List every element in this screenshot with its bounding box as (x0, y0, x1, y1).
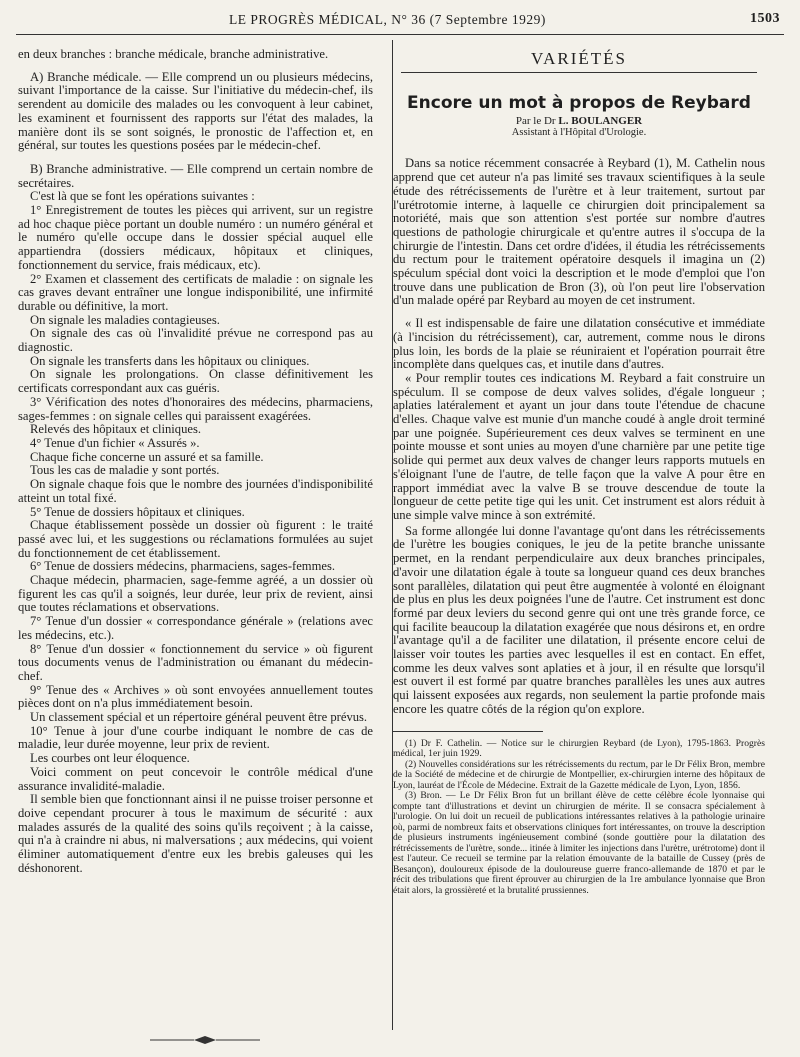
paragraph: 4° Tenue d'un fichier « Assurés ». (30, 435, 200, 450)
section-heading: VARIÉTÉS (531, 49, 627, 68)
paragraph: 5° Tenue de dossiers hôpitaux et cliniques. (30, 504, 245, 519)
header-rule (16, 34, 784, 35)
footnotes (393, 739, 765, 897)
author-affiliation: Assistant à l'Hôpital d'Urologie. (511, 127, 647, 139)
paragraph: Les courbes ont leur éloquence. (30, 751, 190, 766)
paragraph: Chaque fiche concerne un assuré et sa famille. (30, 449, 264, 464)
article-title: Encore un mot à propos de Reybard (407, 92, 751, 113)
end-ornament (150, 1035, 260, 1045)
paragraph: « Pour remplir toutes ces indications M. Reybard a fait construire un spéculum. Il se compose de deux valves solides, d'égale longueur ; aplaties latéralement et ayant un jour dans toute l'étendue de chacune d'elles. Chaque valve est munie d'un manche coudé à angle droit terminé par une poignée. Supérieurement ces deux valves se terminent en une pointe mousse et sont unies au moyen d'une charnière par une petite tige solide qui permet aux deux valves de changer leurs rapports mutuels en s'éloignant l'une de l'autre, de telle façon que la valve A pour être en rapport immédiat avec la valve B se trouve descendue de toute la longueur de cette petite tige qui les unit. Cet instrument est alors réduit à une simple valve mince à son extrémité. (393, 370, 765, 522)
paragraph: 9° Tenue des « Archives » où sont envoyées annuellement toutes pièces dont on n'a plus immédiatement besoin. (18, 682, 373, 711)
page-number: 1503 (750, 11, 780, 26)
right-column (393, 50, 765, 896)
paragraph: C'est là que se font les opérations suivantes : (30, 189, 255, 204)
paragraph: Il semble bien que fonctionnant ainsi il ne puisse troiser personne et doive cependant procurer à tous le maximum de sécurité : aux malades assurés de la qualité des soins qu'ils reçoivent ; à la caisse, qui n'a à craindre ni abus, ni malversations ; aux médecins, qui voient éliminer automatiquement d'entre eux les brebis galeuses qui les déshonorent. (18, 792, 373, 875)
section-rule (401, 72, 757, 73)
paragraph: en deux branches : branche médicale, branche administrative. (18, 47, 329, 61)
paragraph: Dans sa notice récemment consacrée à Reybard (1), M. Cathelin nous apprend que cet auteur n'a pas limité ses travaux scientifiques à la seule étude des rétrécissements de l'urètre et à leur traitement, surtout par l'urétrotomie interne, à laquelle ce chirurgien doit principalement sa notoriété, mais que son attention s'est portée sur nombre d'autres questions de pathologie chirurgicale et qu'entre autres il s'occupa de la chirurgie de l'intestin. Dans cet ordre d'idées, il étudia les rétrécissements du rectum pour le traitement opératoire desquels il imagina un (2) spéculum spécial dont voici la description et le mode d'emploi que l'on trouve dans une publication de Bron (3), où l'on peut lire l'observation d'un malade opéré par Reybard au moyen de cet instrument. (393, 156, 765, 308)
byline (393, 115, 765, 127)
footnote: (2) Nouvelles considérations sur les rétrécissements du rectum, par le Dr Félix Bron, membre de la Société de médecine et de chirurgie de Montpellier, ex-chirurgien interne des hôpitaux de Lyon, lauréat de l'École de Médecine. Extrait de la Gazette médicale de Lyon, Lyon, 1856. (393, 758, 765, 791)
paragraph: Chaque médecin, pharmacien, sage-femme agréé, a un dossier où figurent les cas qu'il a soignés, leur durée, leur prix de revient, ainsi que toutes réclamations et observations. (18, 573, 373, 615)
byline-prefix: Par le Dr (515, 115, 556, 128)
paragraph: Chaque établissement possède un dossier où figurent : le traité passé avec lui, et les suggestions ou réclamations formulées au sujet du fonctionnement de cet établissement. (18, 518, 373, 560)
paragraph: On signale les maladies contagieuses. (30, 312, 220, 327)
footnote-rule (393, 731, 543, 732)
paragraph: 3° Vérification des notes d'honoraires des médecins, pharmaciens, sages-femmes : on signale celles qui paraissent exagérées. (18, 394, 373, 423)
paragraph: 10° Tenue à jour d'une courbe indiquant le nombre de cas de maladie, leur durée moyenne, leur prix de revient. (18, 723, 373, 752)
paragraph: Sa forme allongée lui donne l'avantage qu'ont dans les rétrécissements de l'urètre les bougies coniques, le jeu de la petite branche unissante permet, en la rendant perpendiculaire aux deux branches principales, d'avoir une dilatation égale à toute sa longueur quand ces deux branches sont parallèles, dilatation qui peut être augmentée à volonté en éloignant de plus en plus les deux poignées l'une de l'autre. Cet instrument est donc formé par deux leviers du second genre qui ont une très grande force, ce qui facilite beaucoup la dilatation exagérée que nous désirons et, en ordre l'avantage qu'il a de faciliter une dilatation, il présente encore celui de laisser voir toutes les parties avec lesquelles il est en contact. En effet, comme les deux valves sont aplaties et à jour, il en résulte que lorsqu'il est ouvert il est formé par quatre branches parallèles les unes aux autres qui laissent exposées aux regards, non seulement la partie profonde mais encore les quatre côtés de la région qu'on explore. (393, 523, 765, 716)
paragraph: 7° Tenue d'un dossier « correspondance générale » (relations avec les médecins, etc.). (18, 614, 373, 642)
author-name: L. BOULANGER (558, 115, 643, 128)
paragraph: B) Branche administrative. — Elle comprend un certain nombre de secrétaires. (18, 161, 373, 190)
paragraph: Un classement spécial et un répertoire général peuvent être prévus. (30, 710, 368, 725)
paragraph: 2° Examen et classement des certificats de maladie : on signale les cas graves devant entraîner une longue indisponibilité, une infirmité durable ou définitive, la mort. (18, 271, 373, 313)
paragraph: 6° Tenue de dossiers médecins, pharmaciens, sages-femmes. (30, 559, 336, 574)
footnote: (1) Dr F. Cathelin. — Notice sur le chirurgien Reybard (de Lyon), 1795-1863. Progrès médical, 1er juin 1929. (393, 737, 765, 760)
paragraph: On signale les transferts dans les hôpitaux ou cliniques. (30, 353, 310, 368)
paragraph: 1° Enregistrement de toutes les pièces qui arrivent, sur un registre ad hoc chaque pièce portant un double numéro : un numéro général et le numéro qu'elle occupe dans le dossier spécial auquel elle appartiendra (dossiers médicaux, hôpitaux et cliniques, fonctionnement du service, frais médicaux, etc). (18, 203, 373, 272)
left-column (18, 48, 373, 875)
paragraph: 8° Tenue d'un dossier « fonctionnement du service » où figurent tous documents venus de l'administration ou émanant du médecin-chef. (18, 641, 373, 683)
paragraph: On signale chaque fois que le nombre des journées d'indisponibilité atteint un total fixé. (18, 477, 373, 505)
paragraph: Tous les cas de maladie y sont portés. (30, 463, 220, 478)
article-body (393, 157, 765, 716)
footnote: (3) Bron. — Le Dr Félix Bron fut un brillant élève de cette célèbre école lyonnaise qui compte tant d'illustrations et devint un chirurgien de mérite. Il se consacra spécialement à l'urologie. On lui doit un recueil de publications intéressantes relatives à la pathologie urinaire où, parmi de nombreux faits et observations cliniques fort intéressantes, on trouve la description de plusieurs instruments ingénieusement combiné (sonde gouttière pour la dilatation des rétrécissements de l'urètre, sonde... itinée à limiter les injections dans l'urètre, urétrotome) dont il est l'auteur. Ce recueil se termine par la relation émouvante de la bataille de Cussey (près de Besançon), douloureux épisode de la douloureuse guerre franco-allemande de 1870 et par le récit des tribulations que firent éprouver au chirurgien de la 1re ambulance lyonnaise que Bron était alors, la grossièreté et la brutalité prussiennes. (393, 790, 765, 896)
page-header (16, 8, 782, 34)
paragraph: Relevés des hôpitaux et cliniques. (30, 422, 202, 437)
paragraph: On signale des cas où l'invalidité prévue ne correspond pas au diagnostic. (18, 326, 373, 355)
paragraph: On signale les prolongations. On classe définitivement les certificats correspondant aux cas guéris. (18, 367, 373, 396)
paragraph: Voici comment on peut concevoir le contrôle médical d'une assurance invalidité-maladie. (18, 764, 373, 793)
paragraph: « Il est indispensable de faire une dilatation consécutive et immédiate (à l'incision du rétrécissement), car, autrement, comme nous le dirons plus loin, les bords de la plaie se réuniraient et l'opération pourrait être incomplète dans quelques cas, et inutile dans d'autres. (393, 316, 765, 372)
paragraph: A) Branche médicale. — Elle comprend un ou plusieurs médecins, suivant l'importance de la caisse. Sur l'initiative du médecin-chef, ils serendent au domicile des malades ou les convoquent à leur cabinet, les examinent et fournissent des rapports sur l'état des malades, la manière dont ils se sont soignés, le pronostic de l'affection et, en général, sur toutes les questions posées par le médecin-chef. (18, 69, 373, 153)
running-title: LE PROGRÈS MÉDICAL, N° 36 (7 Septembre 1929) (229, 12, 546, 27)
